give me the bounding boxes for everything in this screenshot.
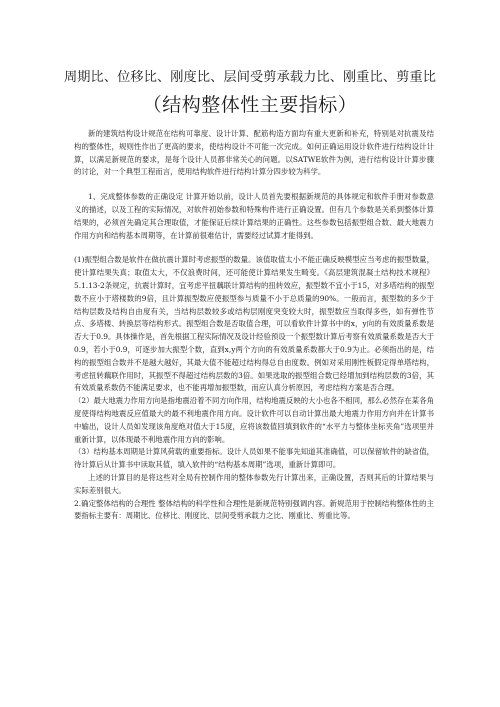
document-title: 周期比、位移比、刚度比、层间受剪承载力比、刚重比、剪重比 <box>63 70 437 85</box>
step1-paragraph: 1、完成整体参数的正确设定 计算开始以前，设计人员首先要根据新规范的具体规定和软件手册对参数意义的描述，以及工程的实际情况，对软件初始参数和特殊构件进行正确设置。但有几个参数是关系到整体计算结果的，必须首先确定其合理取值，才能保证后续计算结果的正确性。这些参数包括振型组合数、最大地震力作用方向和结构基本周期等，在计算前很难估计，需要经过试算才能得到。 <box>74 192 434 240</box>
document-subtitle: （结构整体性主要指标） <box>142 94 358 116</box>
item3-paragraph: （3）结构基本周期是计算风荷载的重要指标。设计人员如果不能事先知道其准确值，可以保留软件的缺省值，待计算后从计算书中读取其值，填入软件的“结构基本周期”选项，重新计算即可。 <box>74 447 434 470</box>
summary-paragraph: 上述的计算目的是将这些对全局有控制作用的整体参数先行计算出来，正确设置，否则其后的计算结果与实际差别很大。 <box>74 472 434 495</box>
item1-paragraph: (1)振型组合数是软件在做抗震计算时考虑振型的数量。该值取值太小不能正确反映模型应当考虑的振型数量，使计算结果失真；取值太大，不仅浪费时间，还可能使计算结果发生畸变。《高层建筑混凝土结构技术规程》5.1.13-2条规定，抗震计算时，宜考虑平扭藕联计算结构的扭转效应，振型数不宜小于15，对多塔结构的振型数不应小于塔楼数的9倍，且计算振型数应使振型参与质量不小于总质量的90%。一般而言，振型数的多少于结构层数及结构自由度有关，当结构层数较多或结构层刚度突变较大时，振型数应当取得多些，如有弹性节点、多塔楼、转换层等结构形式。振型组合数是否取值合理，可以看软件计算书中的x，y向的有效质量系数是否大于0.9。具体操作是，首先根据工程实际情况及设计经验预设一个振型数计算后考察有效质量系数是否大于0.9，若小于0.9，可逐步加大振型个数，直到x,y两个方向的有效质量系数都大于0.9为止。必须指出的是，结构的振型组合数并不是越大越好，其最大值不能超过结构得总自由度数。例如对采用刚性板假定得单塔结构，考虑扭转藕联作用时，其振型不得超过结构层数的3倍。如果选取的振型组合数已经增加到结构层数的3倍，其有效质量系数仍不能满足要求，也不能再增加振型数，而应认真分析原因，考虑结构方案是否合理。 <box>74 255 434 393</box>
intro-paragraph: 新的建筑结构设计规范在结构可靠度、设计计算、配筋构造方面均有重大更新和补充，特别是对抗震及结构的整体性，规则性作出了更高的要求，使结构设计不可能一次完成。如何正确运用设计软件进行结构设计计算，以满足新规范的要求，是每个设计人员都非常关心的问题。以SATWE软件为例，进行结构设计计算步骤的讨论，对一个典型工程而言，使用结构软件进行结构计算分四步较为科学。 <box>74 129 434 177</box>
step2-paragraph: 2.确定整体结构的合理性 整体结构的科学性和合理性是新规范特别强调内容。新规范用于控制结构整体性的主要指标主要有：周期比、位移比、刚度比、层间受剪承载力之比、刚重比、剪重比等。 <box>74 498 434 521</box>
item2-paragraph: （2）最大地震力作用方向是指地震沿着不同方向作用，结构地震反映的大小也各不相同，那么必然存在某各角度使得结构地震反应值最大的最不利地震作用方向。设计软件可以自动计算出最大地震力作用方向并在计算书中输出，设计人员如发现该角度绝对值大于15度，应将该数值回填到软件的“水平力与整体坐标夹角”选项里并重新计算，以体现最不利地震作用方向的影响。 <box>74 396 434 444</box>
document-body <box>74 128 434 523</box>
